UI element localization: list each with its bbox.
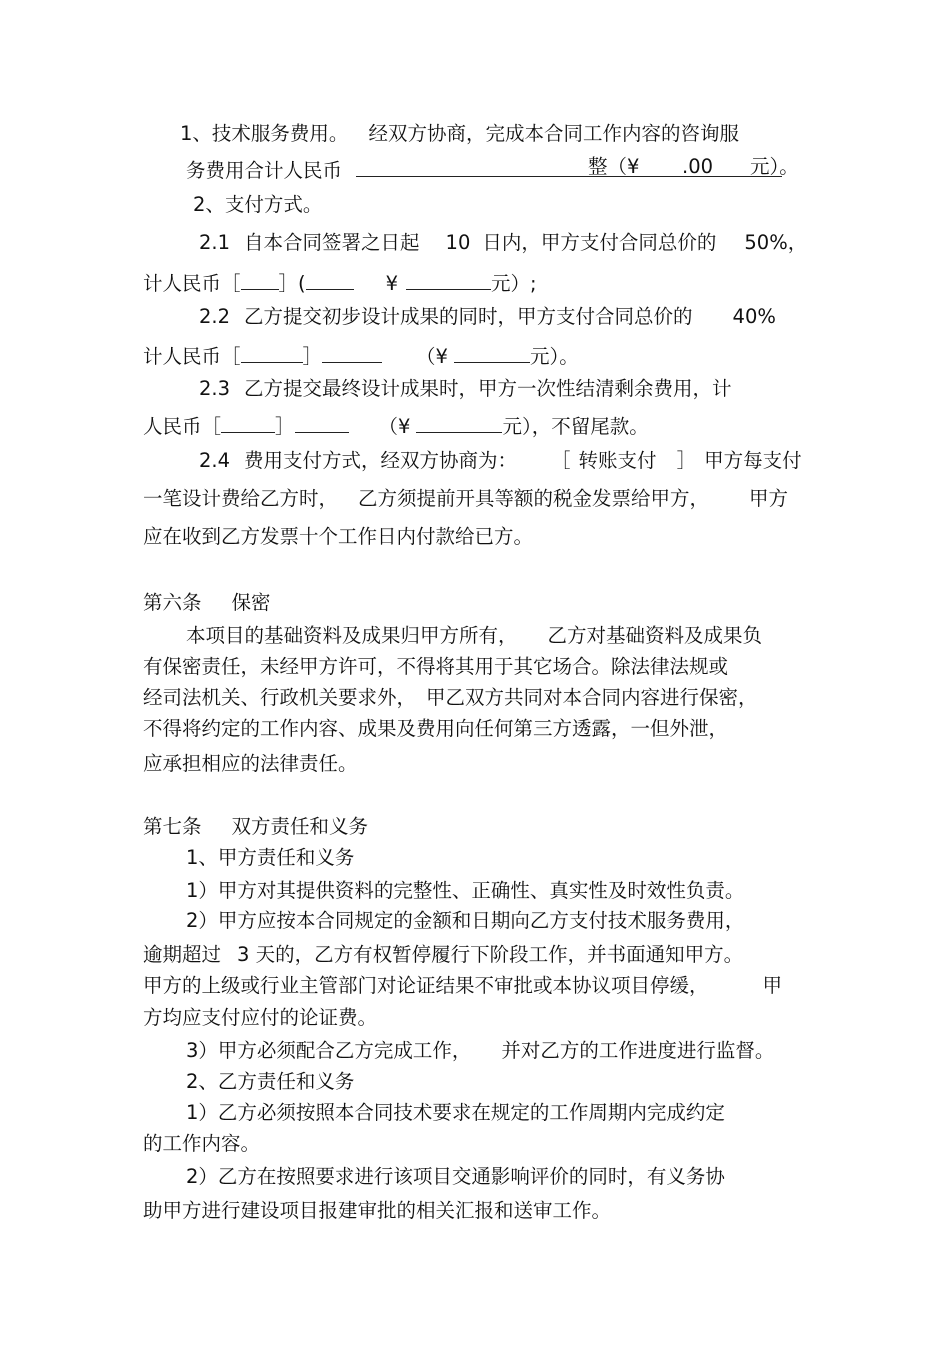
article-6-line-3: [143, 686, 758, 710]
bracket-close: ］: [676, 449, 697, 472]
rmb-extra-blank: [306, 268, 354, 290]
clause-percent: 50%，: [744, 231, 808, 254]
fee-line-1: [180, 122, 739, 146]
clause-percent: 40%: [732, 305, 776, 328]
yen-amount-blank: [416, 411, 502, 433]
paragraph-text: 经司法机关、行政机关要求外，: [143, 686, 417, 709]
payment-title: 2、支付方式。: [193, 193, 323, 216]
party-a-item-2-line-3: [143, 974, 782, 998]
yen-amount-blank: [454, 341, 530, 363]
paragraph-text: 乙方对基础资料及成果负: [547, 624, 763, 647]
rmb-upper-blank: [241, 268, 279, 290]
clause-number: 2.4: [199, 449, 231, 472]
unit-text: 元），不留尾款。: [502, 415, 649, 438]
fee-total-blank: [356, 155, 799, 178]
article-title: 双方责任和义务: [231, 815, 369, 838]
paragraph-text: 3 天的，乙方有权暂停履行下阶段工作，并书面通知甲方。: [237, 943, 744, 966]
party-a-item-3: [186, 1039, 774, 1063]
fee-text: 经双方协商，完成本合同工作内容的咨询服: [368, 122, 739, 145]
rmb-label: 计人民币［: [143, 345, 241, 368]
clause-2-4-line-2: [143, 487, 788, 511]
party-b-item-2-line-2: 助甲方进行建设项目报建审批的相关汇报和送审工作。: [143, 1199, 612, 1222]
clause-number: 2.3: [199, 377, 231, 400]
rmb-label: 人民币［: [143, 415, 222, 438]
unit-text: 元）。: [529, 345, 579, 368]
yen-sign: ¥: [385, 272, 399, 295]
party-b-item-2: 2）乙方在按照要求进行该项目交通影响评价的同时，有义务协: [186, 1165, 725, 1188]
article-7-heading: [143, 815, 368, 839]
fee-total-amount: .00: [682, 155, 714, 178]
clause-number: 2.2: [199, 305, 231, 328]
paragraph-text: 甲乙双方共同对本合同内容进行保密，: [426, 686, 758, 709]
bracket-open: ［: [551, 449, 571, 472]
clause-2-2-line-2: [143, 341, 579, 369]
clause-2-4-line-1: [199, 449, 802, 473]
article-6-line-2: 有保密责任，未经甲方许可，不得将其用于其它场合。除法律法规或: [143, 655, 729, 678]
clause-days: 10: [445, 231, 471, 254]
fee-item-title: 、技术服务费用。: [192, 122, 349, 145]
clause-text: 费用支付方式，经双方协商为：: [244, 449, 518, 472]
fee-total-label: 务费用合计人民币: [186, 159, 343, 182]
article-6-heading: [143, 591, 271, 615]
article-6-line-5: 应承担相应的法律责任。: [143, 752, 358, 775]
party-b-heading: 2、乙方责任和义务: [186, 1070, 355, 1093]
clause-text: 乙方提交最终设计成果时，甲方一次性结清剩余费用，计: [244, 377, 732, 400]
clause-2-2-line-1: [199, 305, 776, 329]
paragraph-text: 甲: [762, 974, 783, 997]
clause-text: 甲方: [749, 487, 789, 510]
party-b-item-1-line-2: 的工作内容。: [143, 1132, 261, 1155]
clause-text: 日内，甲方支付合同总价的: [482, 231, 717, 254]
clause-2-4-line-3: 应在收到乙方发票十个工作日内付款给已方。: [143, 525, 534, 548]
clause-text: 一笔设计费给乙方时，: [143, 487, 339, 510]
fee-total-zheng: 整（¥: [588, 155, 640, 178]
article-number: 第七条: [143, 815, 202, 838]
clause-text: 甲方每支付: [704, 449, 802, 472]
fee-item-number: 1: [180, 122, 193, 145]
fee-total-unit: 元）。: [750, 155, 799, 178]
paragraph-text: 3）甲方必须配合乙方完成工作，: [186, 1039, 472, 1062]
bracket-text: ］(: [278, 272, 306, 295]
party-a-item-2-line-4: 方均应支付应付的论证费。: [143, 1006, 378, 1029]
party-a-item-2: 2）甲方应按本合同规定的金额和日期向乙方支付技术服务费用，: [186, 909, 745, 932]
party-b-item-1: 1）乙方必须按照本合同技术要求在规定的工作周期内完成约定: [186, 1101, 725, 1124]
clause-text: 自本合同签署之日起: [244, 231, 420, 254]
fee-line-2: [186, 155, 799, 183]
bracket-text: ］: [302, 345, 323, 368]
rmb-extra-blank: [322, 341, 382, 363]
clause-2-1-line-1: [199, 231, 807, 255]
yen-sign: （¥: [416, 345, 448, 368]
article-6-line-1: [186, 624, 762, 648]
clause-2-1-line-2: [143, 268, 537, 296]
party-a-heading: 1、甲方责任和义务: [186, 846, 355, 869]
rmb-upper-blank: [241, 341, 303, 363]
rmb-label: 计人民币［: [143, 272, 241, 295]
yen-amount-blank: [406, 268, 491, 290]
clause-2-3-line-2: [143, 411, 649, 439]
payment-method-value: 转账支付: [578, 449, 657, 472]
bracket-text: ］: [275, 415, 295, 438]
article-number: 第六条: [143, 591, 202, 614]
article-6-line-4: 不得将约定的工作内容、成果及费用向任何第三方透露，一但外泄，: [143, 717, 729, 740]
clause-number: 2.1: [199, 231, 231, 254]
clause-text: 乙方须提前开具等额的税金发票给甲方，: [358, 487, 710, 510]
paragraph-text: 甲方的上级或行业主管部门对论证结果不审批或本协议项目停缓，: [143, 974, 709, 997]
yen-sign: （¥: [378, 415, 411, 438]
party-a-item-2-line-2: [143, 943, 743, 967]
clause-2-3-line-1: [199, 377, 732, 401]
article-title: 保密: [231, 591, 271, 614]
unit-text: 元）;: [491, 272, 537, 295]
clause-text: 乙方提交初步设计成果的同时，甲方支付合同总价的: [244, 305, 693, 328]
paragraph-text: 本项目的基础资料及成果归甲方所有，: [186, 624, 518, 647]
paragraph-text: 并对乙方的工作进度进行监督。: [501, 1039, 775, 1062]
party-a-item-1: 1）甲方对其提供资料的完整性、正确性、真实性及时效性负责。: [186, 879, 745, 902]
rmb-extra-blank: [295, 411, 349, 433]
rmb-upper-blank: [221, 411, 275, 433]
paragraph-text: 逾期超过: [143, 943, 222, 966]
